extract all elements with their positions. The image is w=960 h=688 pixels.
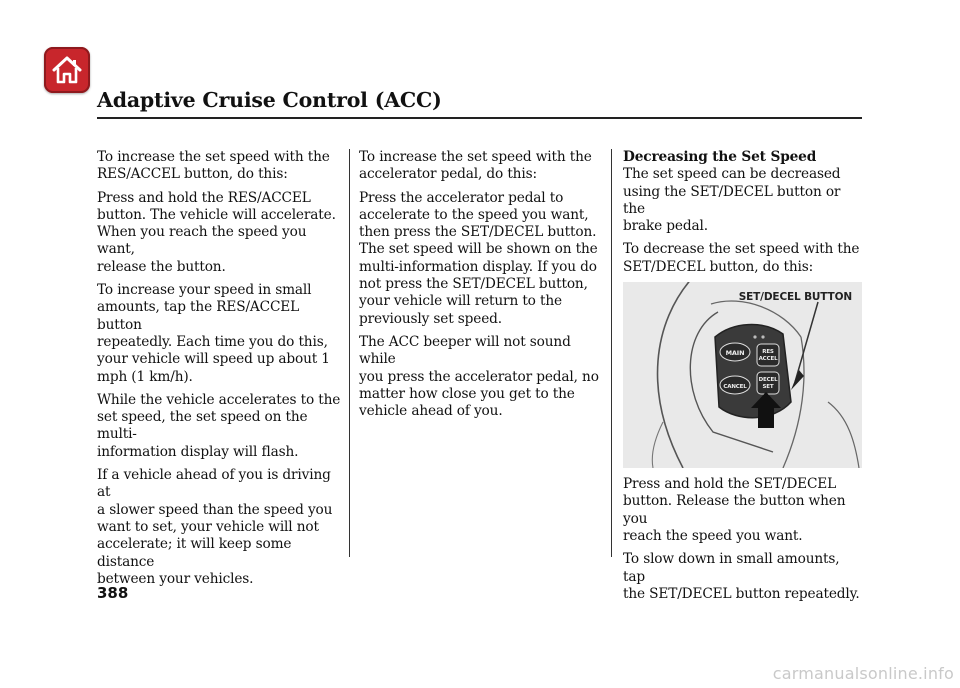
page-title: Adaptive Cruise Control (ACC): [97, 88, 442, 112]
steering-wheel-figure: [623, 282, 862, 468]
figure-label: SET/DECEL BUTTON: [738, 291, 852, 304]
set-decel-button-shape: [757, 372, 779, 394]
paragraph: Press and hold the RES/ACCEL button. The vehicle will accelerate. When you reach the speed you want, release the button.: [97, 189, 336, 275]
paragraph: While the vehicle accelerates to the set speed, the set speed on the multi- information display will flash.: [97, 391, 341, 460]
section-heading: Decreasing the Set Speed: [623, 149, 817, 165]
paragraph: The ACC beeper will not sound while you press the accelerator pedal, no matter how close you get to the vehicle ahead of you.: [359, 333, 599, 420]
accel-button-label: ACCEL: [758, 356, 778, 363]
paragraph: To slow down in small amounts, tap the SET/DECEL button repeatedly.: [623, 551, 860, 602]
decel-button-label: DECEL: [758, 377, 778, 384]
paragraph: To increase the set speed with the accelerator pedal, do this:: [359, 149, 592, 183]
footer-watermark: carmanualsonline.info: [772, 664, 954, 683]
paragraph: Press and hold the SET/DECEL button. Release the button when you reach the speed you want.: [623, 476, 846, 544]
paragraph: To increase the set speed with the RES/ACCEL button, do this:: [97, 149, 330, 183]
column-2: [359, 149, 604, 426]
home-icon: [51, 55, 83, 85]
column-divider: [349, 149, 350, 557]
paragraph: Press the accelerator pedal to accelerate to the speed you want, then press the SET/DECEL button. The set speed will be shown on the multi-information display. If you do not press the SET/DECEL button, your vehicle will return to the previously set speed.: [359, 189, 598, 327]
column-1: [97, 149, 342, 594]
cancel-button-label: CANCEL: [723, 384, 747, 391]
column-divider: [611, 149, 612, 557]
steering-wheel-illustration: [623, 282, 862, 468]
page-number: 388: [97, 584, 129, 602]
paragraph: The set speed can be decreased using the SET/DECEL button or the brake pedal.: [623, 166, 841, 235]
column-3: [623, 149, 865, 609]
paragraph: To increase your speed in small amounts, tap the RES/ACCEL button repeatedly. Each time you do this, your vehicle will speed up about 1 mph (1 km/h).: [97, 282, 330, 385]
main-button-label: MAIN: [725, 349, 745, 358]
paragraph: If a vehicle ahead of you is driving at a slower speed than the speed you want to set, your vehicle will not accelerate; it will keep some distance between your vehicles.: [97, 467, 333, 587]
paragraph: To decrease the set speed with the SET/DECEL button, do this:: [623, 241, 860, 275]
title-divider: [97, 117, 862, 119]
res-accel-button-shape: [757, 344, 779, 366]
res-button-label: RES: [762, 349, 774, 356]
set-button-label: SET: [762, 384, 774, 391]
home-button[interactable]: [44, 47, 90, 93]
